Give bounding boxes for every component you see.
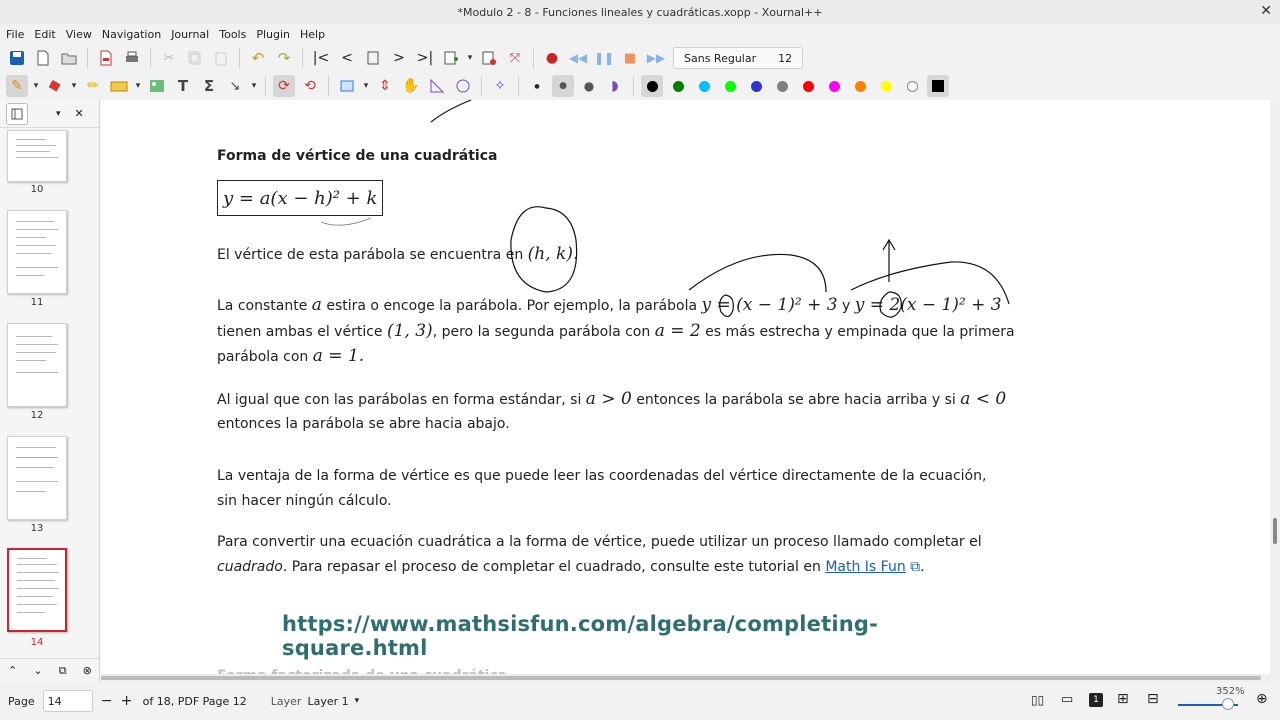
- shape-recognizer-icon[interactable]: [108, 75, 130, 97]
- cut-icon[interactable]: ✂: [163, 50, 175, 66]
- toolbar-separator: [518, 76, 519, 96]
- page-number-input[interactable]: 14: [43, 690, 93, 712]
- page-thumbnail[interactable]: [7, 323, 67, 407]
- zoom-100-icon[interactable]: 1: [1089, 693, 1103, 707]
- page-thumbnail[interactable]: [7, 130, 67, 182]
- sidebar-header: [0, 100, 99, 128]
- page-thumbnail[interactable]: [7, 210, 67, 294]
- color-green-swatch[interactable]: [667, 75, 689, 97]
- print-icon[interactable]: [121, 47, 143, 69]
- paragraph-advantage: La ventaja de la forma de vértice es que puede leer las coordenadas del vértice directamente de la ecuación, sin hacer ningún cálculo.: [217, 468, 987, 509]
- page-count-text: of 18, PDF Page 12: [142, 694, 247, 708]
- thumbnail-label: 12: [30, 410, 44, 421]
- toolbar-separator: [481, 76, 482, 96]
- line-tool-icon[interactable]: ↘: [229, 78, 241, 94]
- move-page-down-icon[interactable]: ⌄: [33, 664, 43, 677]
- menu-file[interactable]: File: [6, 27, 25, 41]
- insert-page-dropdown[interactable]: ▾: [467, 53, 473, 63]
- menu-tools[interactable]: Tools: [219, 27, 247, 41]
- seek-forward-icon[interactable]: ▶▶: [646, 51, 666, 65]
- ink-annotations: [101, 100, 1270, 674]
- first-page-icon[interactable]: |<: [312, 50, 330, 66]
- medium-size-icon[interactable]: ●: [552, 75, 574, 97]
- layer-dropdown-icon[interactable]: ▾: [354, 696, 360, 706]
- draw-dropdown[interactable]: ▾: [251, 81, 257, 91]
- paragraph-opening-line2: entonces la parábola se abre hacia abajo.: [217, 416, 510, 432]
- sidebar-footer: [0, 658, 100, 682]
- redo-icon[interactable]: ↷: [277, 49, 291, 67]
- custom-color-swatch[interactable]: [927, 75, 949, 97]
- copy-icon[interactable]: [184, 47, 206, 69]
- eraser-dropdown[interactable]: ▾: [71, 81, 77, 91]
- toolbar-separator: [533, 48, 534, 68]
- color-blue-swatch[interactable]: [745, 75, 767, 97]
- page-label: Page: [8, 694, 35, 708]
- highlighter-tool-icon[interactable]: ✏: [87, 78, 99, 94]
- page-decrement-button[interactable]: −: [100, 693, 113, 709]
- delete-page-icon[interactable]: [478, 47, 500, 69]
- pen-dropdown[interactable]: ▾: [33, 81, 39, 91]
- menu-plugin[interactable]: Plugin: [256, 27, 291, 41]
- horizontal-scrollbar[interactable]: [101, 674, 1270, 682]
- zoom-level: 352%: [1216, 686, 1245, 697]
- paragraph-constant-line1: La constante a estira o encoge la parábola. Por ejemplo, la parábola y = (x − 1)² + 3 y y = 2(x − 1)² + 3: [217, 295, 1002, 315]
- rotation-snapping-icon[interactable]: ⟳: [273, 75, 295, 97]
- close-window-icon[interactable]: ✕: [1260, 3, 1272, 19]
- paragraph-vertex: El vértice de esta parábola se encuentra en (h, k).: [217, 244, 579, 264]
- thumbnail-label-selected: 14: [30, 637, 44, 648]
- paragraph-constant-line2: tienen ambas el vértice (1, 3), pero la segunda parábola con a = 2 es más estrecha y empinada que la primera: [217, 321, 1015, 341]
- default-tool-icon[interactable]: ✧: [494, 78, 506, 94]
- status-bar: [0, 682, 1280, 720]
- vertical-scroll-thumb[interactable]: [1273, 518, 1277, 544]
- thin-size-icon[interactable]: ●: [534, 82, 540, 90]
- color-orange-swatch[interactable]: [849, 75, 871, 97]
- grid-snapping-icon[interactable]: ⟲: [304, 78, 316, 94]
- fill-icon[interactable]: ◗: [611, 78, 619, 94]
- fullscreen-icon[interactable]: ⤧: [509, 50, 521, 66]
- paragraph-constant-line3: parábola con a = 1.: [217, 346, 365, 366]
- zoom-fit-icon[interactable]: ⊞: [1117, 691, 1129, 707]
- previous-page-icon[interactable]: <: [341, 50, 353, 66]
- select-dropdown[interactable]: ▾: [363, 81, 369, 91]
- menu-help[interactable]: Help: [300, 27, 326, 41]
- insert-page-icon[interactable]: [440, 47, 462, 69]
- layer-label: Layer: [270, 694, 302, 708]
- toolbar-separator: [150, 48, 151, 68]
- paragraph-complete-square: Para convertir una ecuación cuadrática a la forma de vértice, puede utilizar un proceso llamado completar el cuadrado. Para repasar el proceso de completar el cuadrado, consulte este tutorial en Math Is Fun ⧉.: [217, 534, 982, 575]
- font-name: Sans Regular: [684, 51, 757, 65]
- toolbar-separator: [87, 48, 88, 68]
- url-annotation-text[interactable]: https://www.mathsisfun.com/algebra/completing-square.html: [282, 612, 879, 660]
- save-icon[interactable]: [6, 47, 28, 69]
- paste-icon[interactable]: [210, 47, 232, 69]
- insert-image-icon[interactable]: [146, 75, 168, 97]
- layer-selector[interactable]: Layer 1: [307, 694, 349, 708]
- latex-tool-icon[interactable]: Σ: [203, 77, 215, 95]
- section-heading: Forma de vértice de una cuadrática: [217, 148, 498, 164]
- page-thumbnail[interactable]: [7, 436, 67, 520]
- title-bar: [0, 0, 1280, 24]
- sidebar-close-icon[interactable]: ✕: [74, 107, 84, 120]
- seek-back-icon[interactable]: ◀◀: [568, 51, 588, 65]
- color-gray-swatch[interactable]: [771, 75, 793, 97]
- last-page-icon[interactable]: >|: [416, 50, 434, 66]
- page-increment-button[interactable]: +: [120, 693, 133, 709]
- document-canvas[interactable]: [101, 100, 1270, 674]
- toolbar-separator: [265, 76, 266, 96]
- menu-view[interactable]: View: [65, 27, 92, 41]
- tools-toolbar: [0, 72, 1280, 100]
- compass-icon[interactable]: [452, 75, 474, 97]
- pen-tool-icon[interactable]: ✎: [6, 75, 28, 97]
- thumbnail-label: 11: [30, 297, 44, 308]
- page-thumbnail-selected[interactable]: [7, 548, 67, 632]
- open-folder-icon[interactable]: [58, 47, 80, 69]
- horizontal-scroll-thumb[interactable]: [101, 676, 1261, 680]
- menu-edit[interactable]: Edit: [34, 27, 56, 41]
- next-page-icon[interactable]: >: [393, 50, 405, 66]
- dual-page-icon[interactable]: ▯▯: [1031, 693, 1045, 707]
- color-lightblue-swatch[interactable]: [693, 75, 715, 97]
- vertical-scrollbar[interactable]: [1270, 100, 1280, 682]
- color-black-swatch[interactable]: [641, 75, 663, 97]
- stop-icon[interactable]: ■: [623, 50, 637, 66]
- menu-journal[interactable]: Journal: [171, 27, 210, 41]
- paragraph-opening-line1: Al igual que con las parábolas en forma estándar, si a > 0 entonces la parábola se abre hacia arriba y si a < 0: [217, 389, 1007, 409]
- vertical-space-icon[interactable]: ⇕: [379, 78, 391, 94]
- sidebar-page-icon[interactable]: [6, 103, 28, 125]
- thumbnail-label: 10: [30, 184, 44, 195]
- page-preview-sidebar: [0, 100, 100, 682]
- toolbar-separator: [239, 48, 240, 68]
- menu-navigation[interactable]: Navigation: [101, 27, 162, 41]
- toolbar-separator: [302, 48, 303, 68]
- menu-bar: [0, 24, 1280, 44]
- select-rectangle-icon[interactable]: [336, 75, 358, 97]
- color-red-swatch[interactable]: [797, 75, 819, 97]
- external-link-icon[interactable]: ⧉: [910, 559, 921, 575]
- goto-page-icon[interactable]: [362, 47, 384, 69]
- record-icon[interactable]: ●: [545, 50, 559, 66]
- pause-icon[interactable]: ❚❚: [593, 51, 615, 65]
- zoom-out-icon[interactable]: ⊟: [1147, 691, 1159, 707]
- thick-size-icon[interactable]: ●: [583, 79, 595, 93]
- font-size: 12: [778, 51, 793, 65]
- toolbar-separator: [633, 76, 634, 96]
- color-magenta-swatch[interactable]: [823, 75, 845, 97]
- color-lightgreen-swatch[interactable]: [719, 75, 741, 97]
- color-yellow-swatch[interactable]: [875, 75, 897, 97]
- font-selector-button[interactable]: [673, 47, 803, 69]
- new-document-icon[interactable]: [32, 47, 54, 69]
- export-pdf-icon[interactable]: [95, 47, 117, 69]
- window-title: *Modulo 2 - 8 - Funciones lineales y cuadráticas.xopp - Xournal++: [457, 5, 823, 19]
- main-toolbar: [0, 44, 1280, 72]
- delete-page-sidebar-icon[interactable]: ⊗: [82, 664, 92, 677]
- zoom-in-icon[interactable]: ⊕: [1256, 691, 1268, 707]
- zoom-slider-handle[interactable]: [1222, 698, 1234, 710]
- text-tool-icon[interactable]: T: [177, 77, 189, 95]
- toolbar-separator: [328, 76, 329, 96]
- eraser-tool-icon[interactable]: [44, 75, 66, 97]
- thumbnail-label: 13: [30, 523, 44, 534]
- move-page-up-icon[interactable]: ⌃: [8, 664, 18, 677]
- undo-icon[interactable]: ↶: [251, 49, 265, 67]
- copy-page-icon[interactable]: ⧉: [58, 663, 67, 677]
- math-is-fun-link[interactable]: Math Is Fun: [825, 559, 906, 575]
- vertex-form-formula: y = a(x − h)² + k: [217, 180, 383, 216]
- setsquare-icon[interactable]: [426, 75, 448, 97]
- presentation-mode-icon[interactable]: ▭: [1061, 692, 1074, 707]
- color-white-swatch[interactable]: [901, 75, 923, 97]
- sidebar-dropdown-icon[interactable]: ▾: [56, 108, 61, 119]
- hand-tool-icon[interactable]: ✋: [402, 78, 420, 94]
- shapes-dropdown[interactable]: ▾: [135, 81, 141, 91]
